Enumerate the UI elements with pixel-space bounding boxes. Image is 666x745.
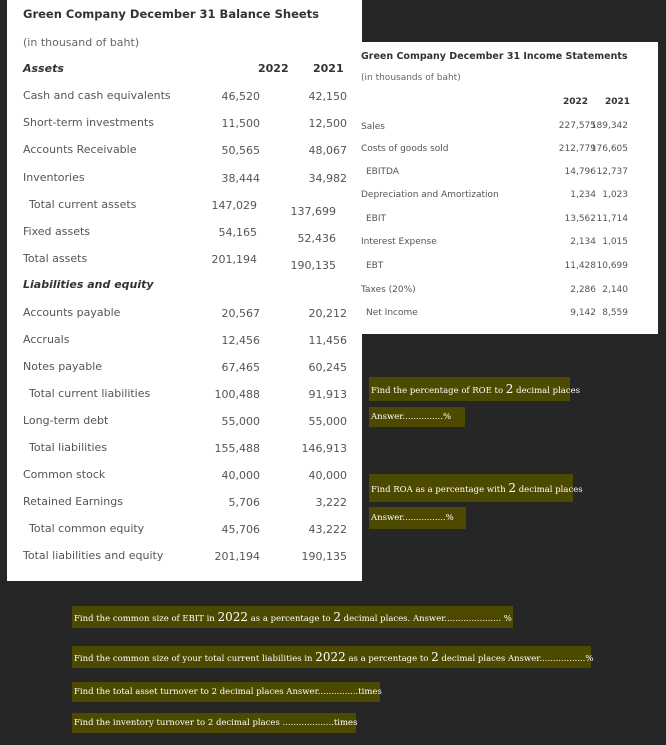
inventory-turnover-question[interactable]: Find the inventory turnover to 2 decimal places ...................times	[72, 713, 356, 733]
bs-value-2022: 100,488	[214, 388, 260, 401]
bs-value-2022: 5,706	[228, 496, 260, 509]
roe-answer[interactable]: Answer...............%	[369, 407, 465, 427]
roa-question	[369, 474, 583, 502]
bs-row-label: Inventories	[23, 171, 85, 184]
is-value-2021: 176,605	[590, 144, 628, 154]
tcl-q-c: decimal places Answer.................%	[438, 654, 594, 664]
is-row-label: Costs of goods sold	[361, 144, 449, 154]
ebit-q-n2: 2	[333, 610, 341, 624]
bs-value-2021: 91,913	[308, 388, 347, 401]
bs-year-2021: 2021	[313, 62, 344, 75]
bs-value-2021: 12,500	[308, 117, 347, 130]
bs-value-2022: 38,444	[221, 172, 260, 185]
tcl-q-a: Find the common size of your total current liabilities in	[74, 654, 316, 664]
is-row-label: EBT	[366, 261, 384, 271]
is-year-2022: 2022	[563, 97, 589, 107]
tcl-common-size-question[interactable]	[72, 646, 594, 668]
is-value-2021: 11,714	[596, 214, 628, 224]
is-value-2022: 227,575	[558, 121, 596, 131]
bs-value-2022: 55,000	[221, 415, 260, 428]
assets-heading: Assets	[23, 62, 64, 75]
balance-sheet-panel	[7, 0, 362, 581]
bs-value-2022: 46,520	[221, 90, 260, 103]
is-value-2022: 1,234	[570, 190, 596, 200]
is-value-2021: 189,342	[590, 121, 628, 131]
is-value-2022: 2,286	[570, 285, 596, 295]
bs-row-label: Accounts Receivable	[23, 143, 137, 156]
ebit-q-a: Find the common size of EBIT in	[74, 614, 218, 624]
bs-row-label: Accounts payable	[23, 306, 121, 319]
is-value-2022: 212,779	[558, 144, 596, 154]
income-statement-panel	[352, 42, 658, 334]
balance-sheet-unit: (in thousand of baht)	[23, 36, 140, 49]
is-row-label: Net Income	[366, 308, 418, 318]
bs-row-label: Common stock	[23, 468, 106, 481]
liabilities-equity-heading: Liabilities and equity	[23, 278, 154, 291]
is-row-label: EBITDA	[366, 167, 399, 177]
roa-question-a: Find ROA as a percentage with	[371, 485, 509, 495]
bs-row-label: Long-term debt	[23, 414, 109, 427]
bs-year-2022: 2022	[258, 62, 289, 75]
ebit-q-b: as a percentage to	[248, 614, 334, 624]
tcl-q-b: as a percentage to	[345, 654, 432, 664]
roa-question-n: 2	[508, 481, 517, 495]
bs-value-2022: 201,194	[211, 253, 257, 266]
roa-answer[interactable]: Answer................%	[369, 507, 466, 529]
bs-row-label: Notes payable	[23, 360, 103, 373]
roe-question-n: 2	[505, 382, 514, 396]
is-year-2021: 2021	[605, 97, 631, 107]
is-row-label: Depreciation and Amortization	[361, 190, 499, 200]
bs-row-label: Retained Earnings	[23, 495, 123, 508]
is-value-2021: 10,699	[596, 261, 628, 271]
bs-row-label: Short-term investments	[23, 116, 154, 129]
bs-row-label: Total assets	[23, 252, 88, 265]
is-value-2021: 1,015	[602, 237, 628, 247]
is-value-2022: 14,796	[564, 167, 596, 177]
bs-row-label: Total current assets	[29, 198, 137, 211]
roe-question-a: Find the percentage of ROE to	[371, 386, 506, 396]
is-value-2021: 1,023	[602, 190, 628, 200]
roe-question-b: decimal places	[513, 386, 581, 396]
bs-value-2022: 201,194	[214, 550, 260, 563]
is-row-label: Sales	[361, 122, 385, 132]
balance-sheet-title: Green Company December 31 Balance Sheets	[23, 7, 320, 21]
bs-value-2021: 42,150	[308, 90, 347, 103]
bs-value-2021: 190,135	[301, 550, 347, 563]
income-statement-unit: (in thousands of baht)	[361, 73, 461, 83]
is-value-2021: 2,140	[602, 285, 628, 295]
bs-row-label: Accruals	[23, 333, 70, 346]
bs-value-2021: 52,436	[297, 232, 336, 245]
is-value-2022: 9,142	[570, 308, 596, 318]
bs-value-2022: 12,456	[221, 334, 260, 347]
bs-value-2021: 3,222	[315, 496, 347, 509]
bs-value-2021: 40,000	[308, 469, 347, 482]
roa-question-b: decimal places	[516, 485, 583, 495]
bs-value-2021: 43,222	[308, 523, 347, 536]
is-value-2022: 11,428	[564, 261, 596, 271]
bs-value-2021: 60,245	[308, 361, 347, 374]
is-row-label: EBIT	[366, 214, 387, 224]
tcl-q-n1: 2022	[315, 650, 346, 664]
bs-value-2022: 45,706	[221, 523, 260, 536]
bs-value-2022: 11,500	[221, 117, 260, 130]
total-asset-turnover-question[interactable]: Find the total asset turnover to 2 decimal places Answer...............times	[72, 682, 380, 702]
bs-value-2022: 40,000	[221, 469, 260, 482]
is-row-label: Interest Expense	[361, 237, 437, 247]
bs-value-2021: 190,135	[290, 259, 336, 272]
is-value-2022: 2,134	[570, 237, 596, 247]
income-statement-title: Green Company December 31 Income Statements	[361, 51, 628, 62]
ebit-common-size-question[interactable]	[72, 606, 513, 628]
bs-value-2021: 20,212	[308, 307, 347, 320]
bs-row-label: Cash and cash equivalents	[23, 89, 171, 102]
bs-row-label: Total current liabilities	[29, 387, 151, 400]
bs-row-label: Fixed assets	[23, 225, 91, 238]
bs-value-2022: 155,488	[214, 442, 260, 455]
bs-value-2021: 55,000	[308, 415, 347, 428]
bs-row-label: Total liabilities	[29, 441, 108, 454]
bs-value-2021: 11,456	[308, 334, 347, 347]
is-value-2022: 13,562	[564, 214, 596, 224]
bs-row-label: Total liabilities and equity	[23, 549, 164, 562]
bs-value-2021: 34,982	[308, 172, 347, 185]
bs-value-2021: 146,913	[301, 442, 347, 455]
bs-row-label: Total common equity	[29, 522, 145, 535]
bs-value-2022: 147,029	[211, 199, 257, 212]
is-value-2021: 8,559	[602, 308, 628, 318]
bs-value-2022: 54,165	[218, 226, 257, 239]
bs-value-2022: 50,565	[221, 144, 260, 157]
bs-value-2021: 137,699	[290, 205, 336, 218]
ebit-q-n1: 2022	[217, 610, 249, 624]
bs-value-2022: 20,567	[221, 307, 260, 320]
bs-value-2022: 67,465	[221, 361, 260, 374]
is-value-2021: 12,737	[596, 167, 628, 177]
tcl-q-n2: 2	[431, 650, 439, 664]
bs-value-2021: 48,067	[308, 144, 347, 157]
ebit-q-c: decimal places. Answer..................... %	[340, 614, 512, 624]
is-row-label: Taxes (20%)	[361, 285, 416, 295]
roe-question	[369, 377, 581, 401]
